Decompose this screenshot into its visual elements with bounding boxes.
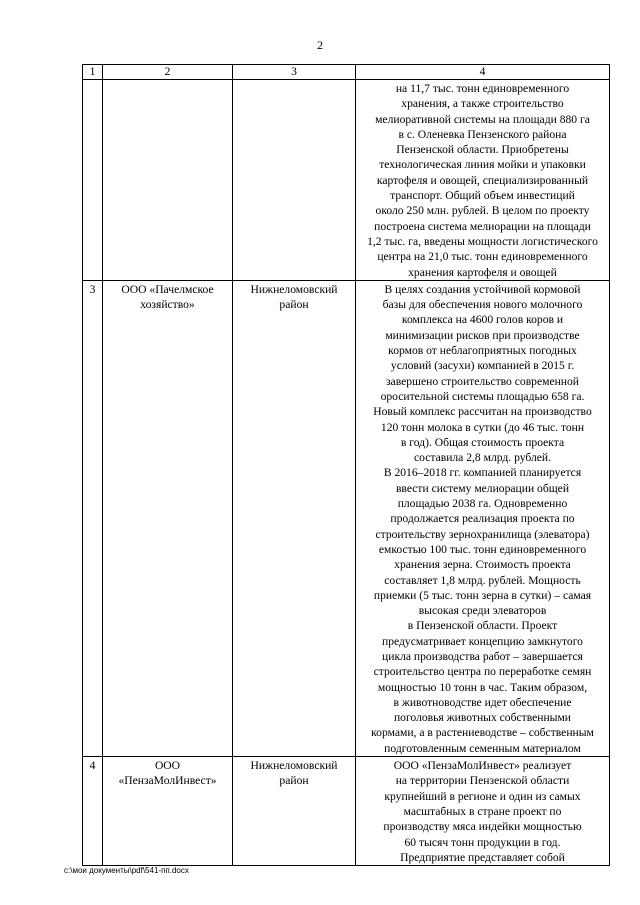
text-line: около 250 млн. рублей. В целом по проекту [375, 204, 590, 218]
header-cell: 2 [103, 65, 233, 80]
text-line: хозяйство» [140, 298, 195, 312]
text-line: на 11,7 тыс. тонн единовременного [395, 82, 570, 95]
page-number: 2 [317, 38, 323, 52]
text-line: на территории Пензенской области [395, 774, 570, 788]
projects-table [82, 64, 610, 866]
text-line: подготовленным семенным материалом [384, 741, 581, 755]
text-line: в с. Оленевка Пензенского района [398, 127, 567, 141]
text-line: цикла производства работ – завершается [382, 649, 583, 663]
text-line: базы для обеспечения нового молочного [382, 298, 583, 312]
text-line: Предприятие представляет собой [400, 850, 565, 864]
organization-cell [103, 280, 233, 756]
district-cell [233, 280, 356, 756]
text-line: поголовья животных собственными [393, 711, 572, 725]
text-line: Пензенской области. Приобретены [396, 143, 569, 157]
text-line: строительство центра по переработке семян [373, 665, 592, 679]
organization-cell [103, 757, 233, 866]
text-line: приемки (5 тыс. тонн зерна в сутки) – самая [373, 588, 592, 602]
description-cell [356, 280, 610, 756]
text-line: район [279, 298, 309, 312]
text-line: картофеля и овощей, специализированный [376, 173, 589, 187]
text-line: в животноводстве идет обеспечение [393, 695, 572, 709]
text-line: предусматривает концепцию замкнутого [382, 634, 583, 648]
table-row [83, 280, 610, 756]
text-line: в Пензенской области. Проект [407, 619, 558, 633]
table-row [83, 757, 610, 866]
header-cell: 4 [356, 65, 610, 80]
text-line: кормов от неблагоприятных погодных [388, 344, 577, 358]
district-cell [233, 80, 356, 281]
text-line: площадью 2038 га. Одновременно [397, 497, 568, 511]
text-line: хранения зерна. Стоимость проекта [394, 558, 571, 572]
text-line: район [279, 774, 309, 788]
text-line: производству мяса индейки мощностью [383, 820, 582, 834]
text-line: оросительной системы площадью 658 га. [380, 389, 585, 403]
text-line: ООО «Пачелмское [121, 282, 214, 296]
text-line: продолжается реализация проекта по [390, 512, 575, 526]
header-cell: 1 [83, 65, 103, 80]
text-line: центра на 21,0 тыс. тонн единовременного [377, 250, 588, 264]
row-number-cell [83, 80, 103, 281]
text-line: условий (засухи) компанией в 2015 г. [390, 359, 575, 373]
text-line: комплекса на 4600 голов коров и [401, 313, 564, 327]
table-row [83, 80, 610, 281]
text-line: 120 тонн молока в сутки (до 46 тыс. тонн [380, 420, 585, 434]
text-line: мелиоративной системы на площади 880 га [375, 112, 590, 126]
text-line: ООО [154, 759, 181, 773]
text-line: масштабных в стране проект по [403, 804, 562, 818]
text-line: мощностью 10 тонн в час. Таким образом, [377, 680, 588, 694]
text-line: Нижнеломовский [250, 759, 338, 773]
text-line: Нижнеломовский [250, 282, 338, 296]
text-line: «ПензаМолИнвест» [118, 774, 217, 788]
text-line: 1,2 тыс. га, введены мощности логистического [367, 234, 598, 248]
text-line: строительству зернохранилища (элеватора) [375, 527, 590, 541]
row-number-cell: 4 [83, 757, 103, 866]
organization-cell [103, 80, 233, 281]
text-line: составила 2,8 млрд. рублей. [413, 451, 552, 465]
text-line: ввести систему мелиорации общей [395, 481, 570, 495]
text-line: хранения картофеля и овощей [408, 265, 557, 279]
text-line: В целях создания устойчивой кормовой [384, 282, 581, 296]
text-line: кормами, а в растениеводстве – собственным [371, 726, 594, 740]
description-cell [356, 757, 610, 866]
text-line: составляет 1,8 млрд. рублей. Мощность [384, 573, 581, 587]
text-line: высокая среди элеваторов [418, 604, 547, 618]
text-line: 60 тысяч тонн продукции в год. [404, 835, 561, 849]
text-line: В 2016–2018 гг. компанией планируется [383, 466, 582, 480]
text-line: крупнейший в регионе и один из самых [384, 789, 581, 803]
text-line: транспорт. Общий объем инвестиций [390, 189, 575, 203]
header-cell: 3 [233, 65, 356, 80]
table-header-row [83, 65, 610, 80]
text-line: в год). Общая стоимость проекта [400, 435, 565, 449]
text-line: технологическая линия мойки и упаковки [379, 158, 586, 172]
row-number-cell: 3 [83, 280, 103, 756]
text-line: ООО «ПензаМолИнвест» реализует [393, 759, 572, 773]
text-line: Новый комплекс рассчитан на производство [373, 405, 592, 419]
text-line: хранения, а также строительство [401, 97, 564, 111]
text-line: минимизации рисков при производстве [385, 328, 580, 342]
text-line: емкостью 100 тыс. тонн единовременного [378, 542, 587, 556]
file-path-footer: c:\мои документы\pdf\541-пп.docx [64, 866, 189, 875]
text-line: завершено строительство современной [385, 374, 580, 388]
district-cell [233, 757, 356, 866]
text-line: построена система мелиорации на площади [374, 219, 591, 233]
description-cell [356, 80, 610, 281]
